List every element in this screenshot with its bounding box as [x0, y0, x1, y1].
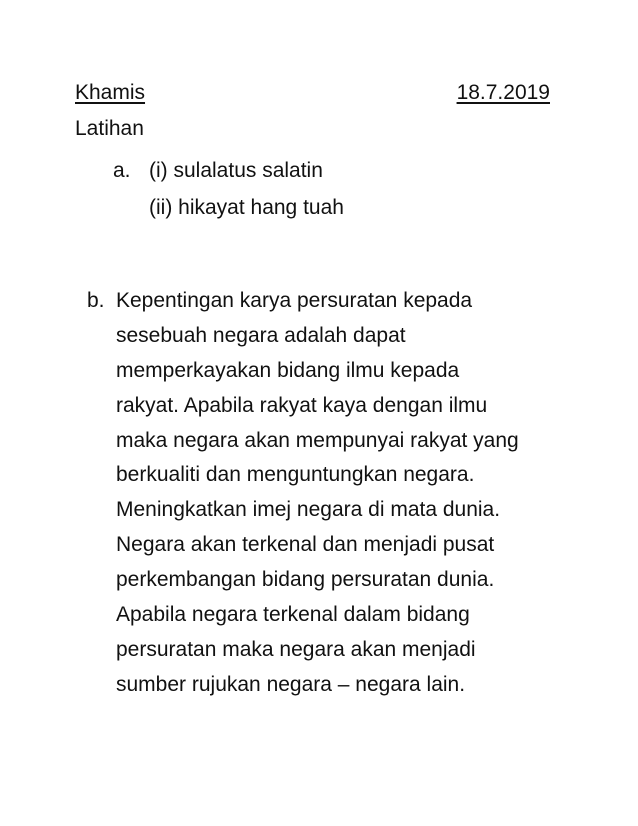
day-label: Khamis — [75, 81, 146, 104]
item-b-paragraph — [116, 288, 576, 707]
item-a-answer-i: (i) sulalatus salatin — [149, 159, 323, 182]
paragraph-line: Apabila negara terkenal dalam bidang — [116, 603, 470, 627]
paragraph-line: sesebuah negara adalah dapat — [116, 323, 406, 347]
paragraph-line: memperkayakan bidang ilmu kepada — [116, 358, 460, 382]
paragraph-line: persuratan maka negara akan menjadi — [116, 637, 476, 661]
paragraph-line: sumber rujukan negara – negara lain. — [116, 672, 466, 696]
date-label: 18.7.2019 — [456, 81, 550, 104]
paragraph-line: rakyat. Apabila rakyat kaya dengan ilmu — [116, 393, 488, 417]
paragraph-line: Meningkatkan imej negara di mata dunia. — [116, 498, 501, 522]
item-a-label: a. — [113, 159, 131, 182]
paragraph-line: Kepentingan karya persuratan kepada — [116, 289, 473, 312]
paragraph-line: Negara akan terkenal dan menjadi pusat — [116, 533, 495, 557]
paragraph-line: berkualiti dan menguntungkan negara. — [116, 463, 475, 487]
item-b-label: b. — [87, 289, 105, 312]
exercise-heading: Latihan — [75, 117, 144, 140]
paragraph-line: maka negara akan mempunyai rakyat yang — [116, 428, 519, 452]
item-a-answer-ii: (ii) hikayat hang tuah — [149, 196, 344, 219]
paragraph-line: perkembangan bidang persuratan dunia. — [116, 568, 495, 592]
